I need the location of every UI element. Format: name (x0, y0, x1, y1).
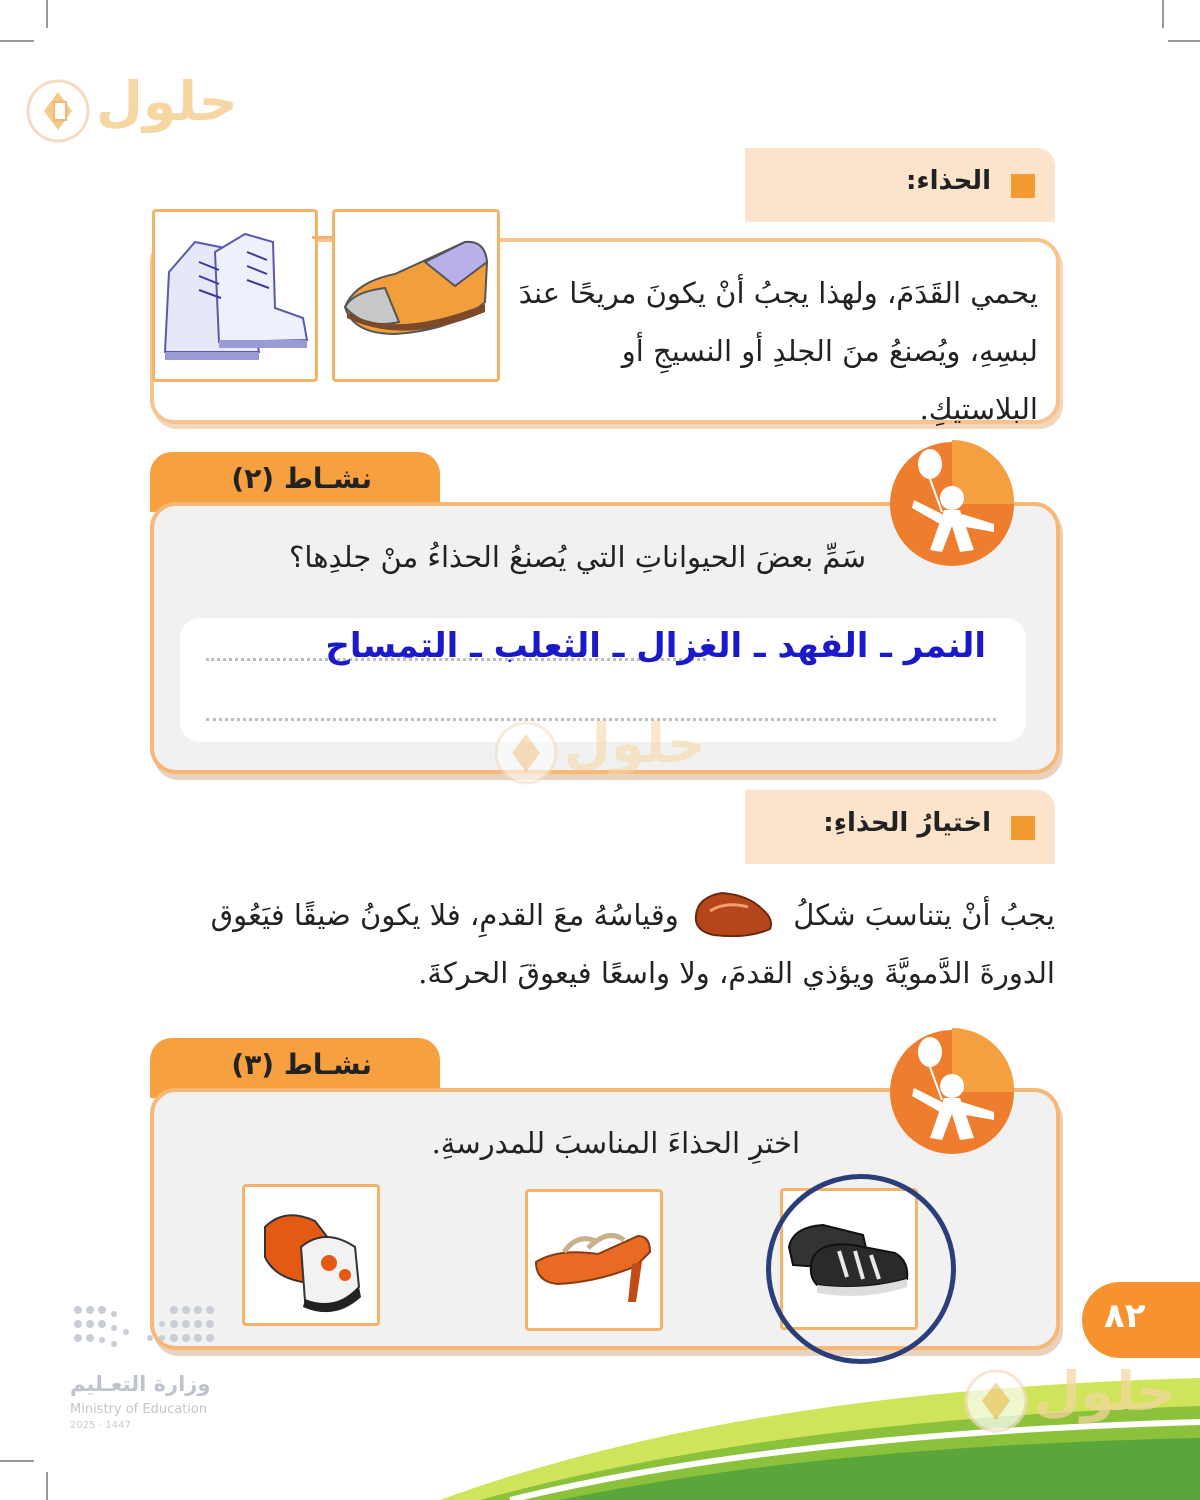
watermark-logo (24, 70, 238, 144)
watermark-logo (962, 1360, 1176, 1434)
page-number-tab (1082, 1282, 1200, 1358)
ministry-name-en: Ministry of Education (70, 1402, 208, 1417)
watermark-logo (492, 712, 706, 786)
activity2-question: سَمِّ بعضَ الحيواناتِ التي يُصنعُ الحذاءُ منْ جلدِها؟ (289, 540, 866, 574)
heading-bullet (1011, 816, 1035, 840)
ministry-dots-icon (70, 1300, 220, 1360)
section-heading-text: اختيارُ الحذاءِ: (823, 808, 991, 838)
ministry-name-ar: وزارة التعـليم (70, 1372, 211, 1396)
crop-mark (0, 40, 34, 42)
shoe-info-line2: لبسِهِ، ويُصنعُ منَ الجلدِ أو النسيجِ أو البلاستيكِ. (621, 334, 1038, 426)
ministry-logo (70, 1300, 230, 1440)
section-heading-text: الحذاء: (905, 166, 991, 196)
page-number: ٨٢ (1104, 1296, 1146, 1336)
activity3-badge (890, 1028, 1014, 1156)
decorated-slipper-icon (245, 1187, 377, 1323)
activity3-question: اخترِ الحذاءَ المناسبَ للمدرسةِ. (431, 1126, 800, 1160)
thumb-connector (312, 236, 332, 239)
crop-mark (0, 1460, 34, 1462)
shoe-info-text (518, 264, 1038, 438)
answer-text[interactable]: النمر ـ الفهد ـ الغزال ـ الثعلب ـ التمساح (325, 626, 986, 666)
section-heading-choose (745, 790, 1055, 864)
section-heading-shoe (745, 148, 1055, 222)
crop-mark (1168, 40, 1200, 42)
option-decorated-slipper[interactable] (242, 1184, 380, 1326)
boots-icon (155, 212, 315, 379)
loafer-image (332, 209, 500, 382)
watermark-icon (492, 720, 562, 786)
child-balloon-icon (890, 1028, 1014, 1156)
crop-mark (1162, 0, 1164, 28)
heeled-sandal-icon (528, 1192, 660, 1328)
watermark-icon (962, 1368, 1032, 1434)
crop-mark (46, 0, 48, 28)
selection-circle (766, 1174, 956, 1364)
crop-mark (46, 1472, 48, 1500)
choose-text-part1: يجبُ أنْ يتناسبَ شكلُ (793, 898, 1055, 932)
inline-shoe-image (688, 897, 784, 937)
boots-image (152, 209, 318, 382)
loafer-icon (335, 212, 497, 379)
choose-line1 (145, 886, 1055, 944)
activity3-tab-label: نشـاط (٣) (231, 1048, 372, 1081)
activity2-tab-label: نشـاط (٢) (231, 462, 372, 495)
option-heeled-sandal[interactable] (525, 1189, 663, 1331)
ministry-year: 2025 - 1447 (70, 1420, 131, 1431)
watermark-text: حلول (96, 70, 238, 133)
watermark-text: حلول (1034, 1360, 1176, 1423)
child-balloon-icon (890, 440, 1014, 568)
brown-shoe-icon (688, 885, 784, 941)
heading-bullet (1011, 174, 1035, 198)
choose-text-part2: وقياسُهُ معَ القدمِ، فلا يكونُ ضيقًا فيَعُوق (210, 898, 679, 932)
shoe-info-line1: يحمي القَدَمَ، ولهذا يجبُ أنْ يكونَ مريحًا عندَ (518, 276, 1038, 310)
activity2-badge (890, 440, 1014, 568)
watermark-text: حلول (564, 712, 706, 775)
choose-text (145, 886, 1055, 1002)
choose-line2: الدورةَ الدَّمويَّةَ ويؤذي القدمَ، ولا واسعًا فيعوقَ الحركةَ. (418, 956, 1055, 990)
